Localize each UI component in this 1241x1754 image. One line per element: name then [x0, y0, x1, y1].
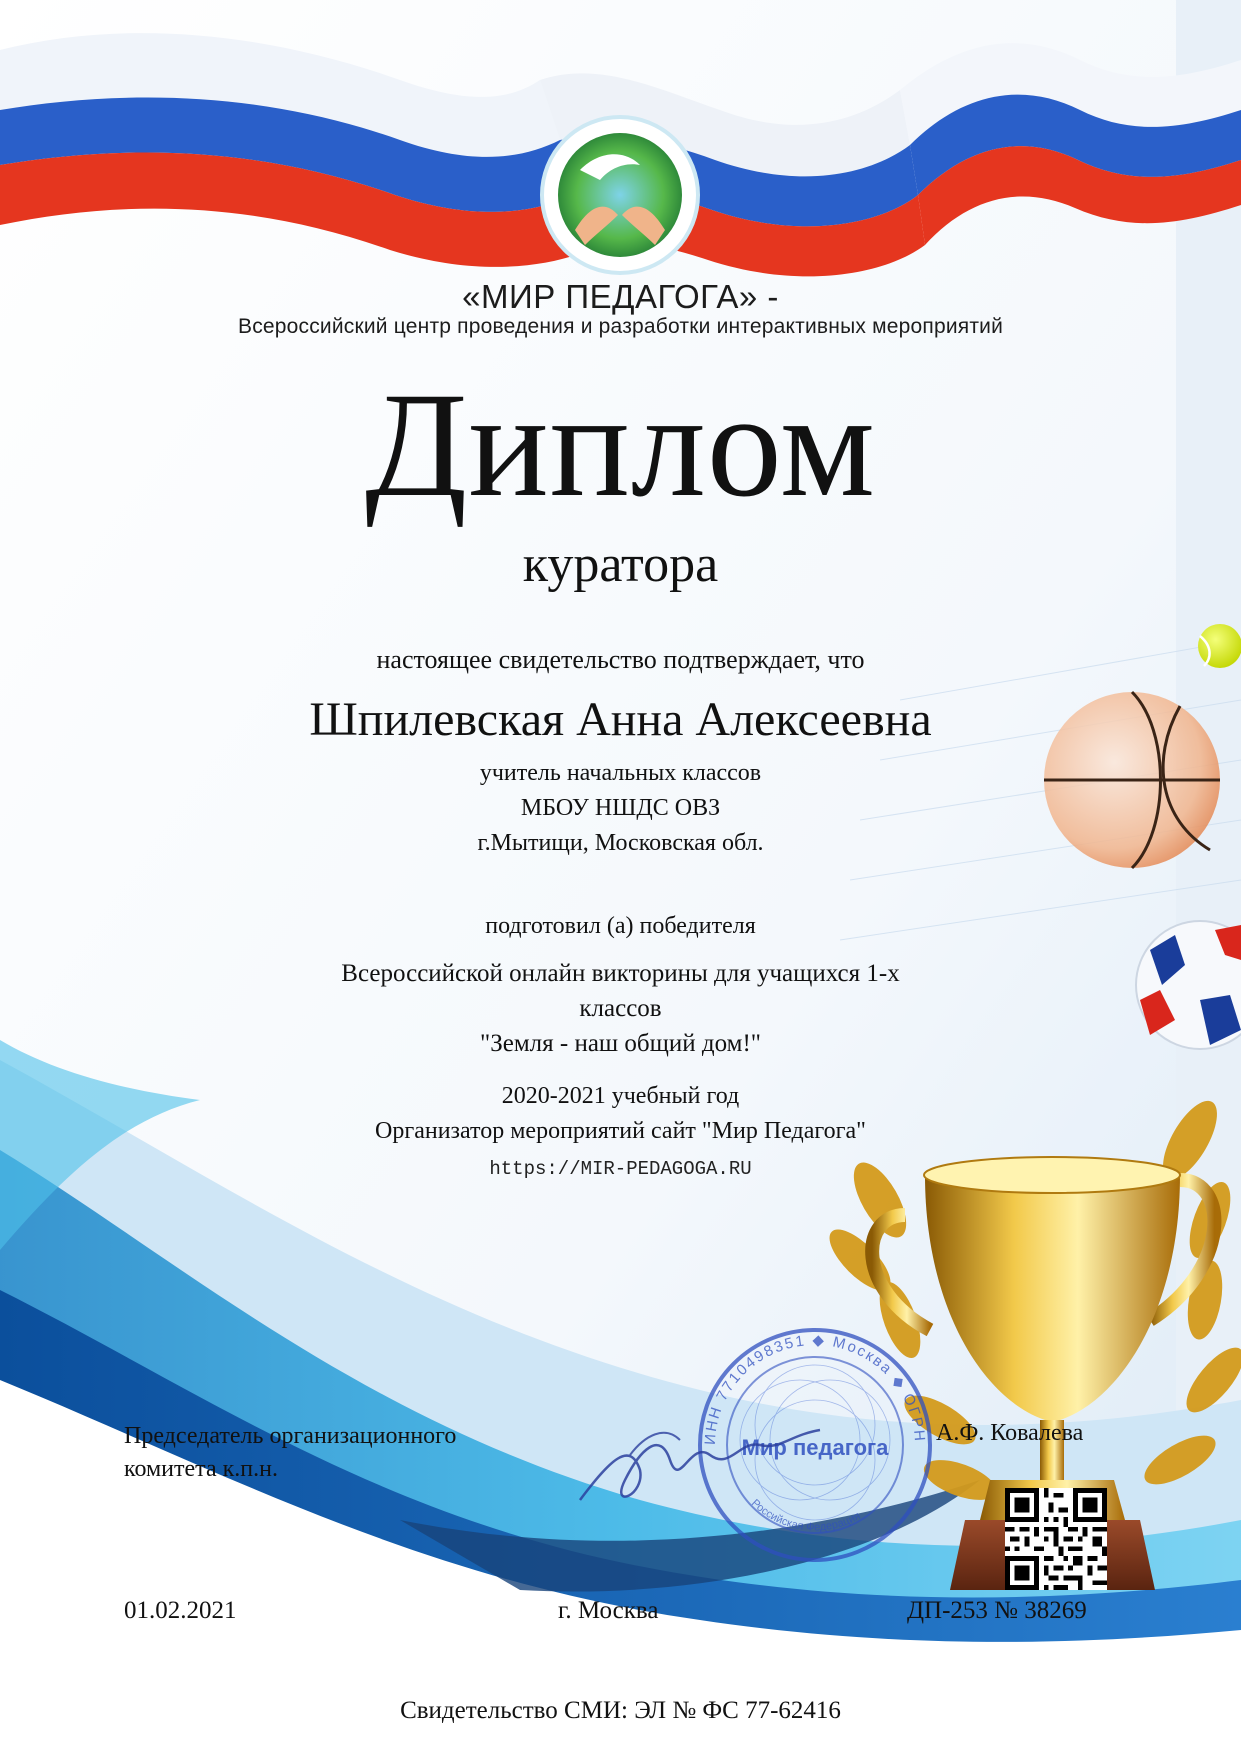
stamp-bottom-text: Российская Федерация	[748, 1497, 863, 1534]
recipient-institution: МБОУ НШДС ОВЗ	[520, 795, 721, 821]
recipient-position: учитель начальных классов	[479, 760, 762, 786]
logo-hands-globe-icon	[542, 117, 698, 273]
diploma-subtitle: куратора	[522, 536, 719, 593]
stamp-center-text: Мир педагога	[741, 1435, 889, 1460]
achievement-text: подготовил (а) победителя	[485, 913, 756, 939]
issue-place: г. Москва	[558, 1597, 659, 1624]
event-description-line2: классов	[579, 995, 662, 1022]
document-number: ДП-253 № 38269	[907, 1597, 1087, 1624]
chairman-title-line2: комитета к.п.н.	[124, 1456, 278, 1482]
organization-subtitle: Всероссийский центр проведения и разработки интерактивных мероприятий	[237, 315, 1004, 338]
chairman-title-line1: Председатель организационного	[124, 1423, 457, 1449]
confirmation-text: настоящее свидетельство подтверждает, что	[376, 645, 865, 674]
signer-name: А.Ф. Ковалева	[936, 1420, 1084, 1446]
recipient-city: г.Мытищи, Московская обл.	[477, 830, 764, 856]
media-registration: Свидетельство СМИ: ЭЛ № ФС 77-62416	[400, 1697, 841, 1724]
organizer-text: Организатор мероприятий сайт "Мир Педагога"	[375, 1118, 866, 1144]
recipient-name: Шпилевская Анна Алексеевна	[309, 693, 932, 746]
qr-code-icon[interactable]	[1005, 1488, 1107, 1590]
website-link[interactable]: https://MIR-PEDAGOGA.RU	[489, 1158, 752, 1180]
chairman-title	[124, 1420, 456, 1486]
signature-icon	[570, 1400, 830, 1530]
issue-date: 01.02.2021	[124, 1597, 237, 1624]
diploma-title: Диплом	[365, 362, 876, 528]
academic-year: 2020-2021 учебный год	[501, 1083, 740, 1109]
event-description-line1: Всероссийской онлайн викторины для учащихся 1-х	[341, 960, 900, 987]
stamp-ring-text: ИНН 7710498351 ◆ Москва ◆ ОГРН	[701, 1331, 929, 1446]
event-name: "Земля - наш общий дом!"	[480, 1030, 761, 1057]
organization-name: «МИР ПЕДАГОГА» -	[462, 278, 779, 315]
